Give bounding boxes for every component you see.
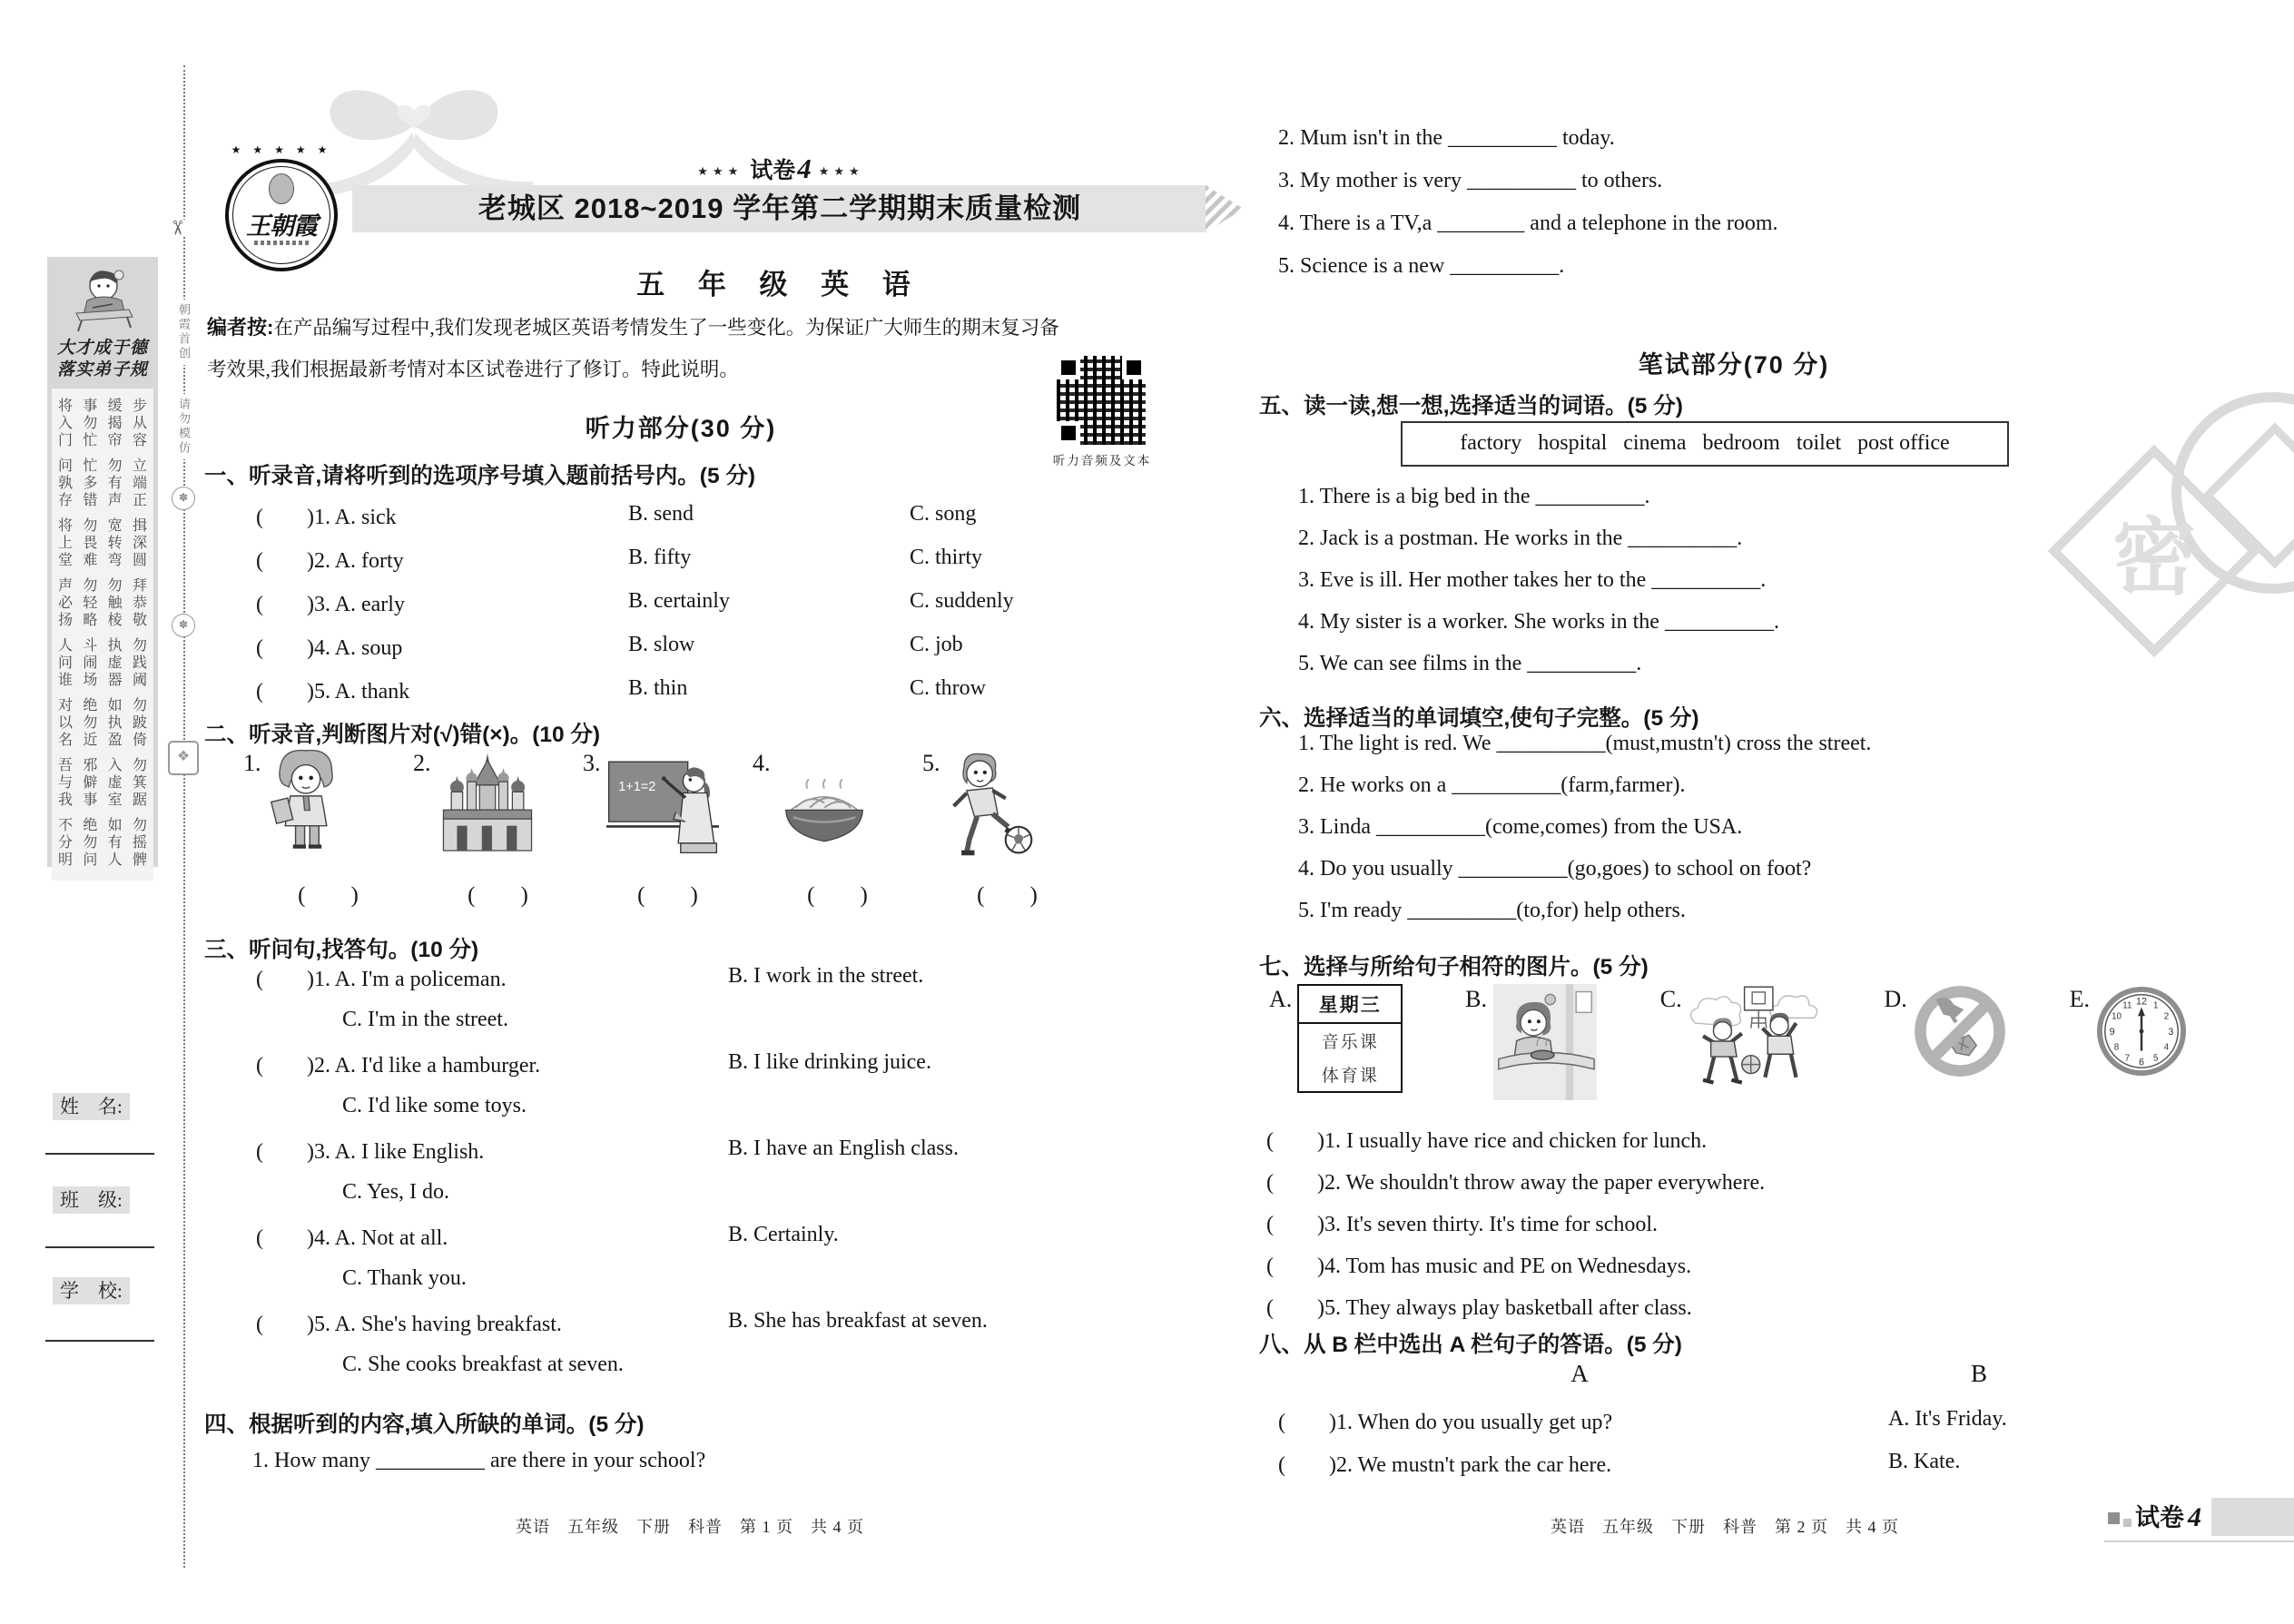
anti-copy-vertical-text-1: 朝霞首创	[174, 300, 193, 365]
verse-phrase: 缓揭帘	[107, 399, 123, 448]
fill-blank-item[interactable]: 5. I'm ready __________(to,for) help others.	[1298, 898, 1686, 922]
option-a[interactable]: ( )5. A. She's having breakfast.	[256, 1313, 562, 1336]
booklet-number: 4	[2188, 1502, 2201, 1532]
logo-ring	[225, 159, 338, 271]
corner-square-dark	[2108, 1512, 2120, 1524]
verse-column-3	[106, 398, 124, 877]
picture-number: 4.	[753, 750, 771, 776]
tag-label: 试卷	[750, 158, 796, 183]
question-item	[256, 1127, 1218, 1214]
tag-number: 4	[797, 153, 812, 184]
option-c[interactable]: C. thirty	[910, 545, 983, 569]
picture-option-c	[1660, 984, 1822, 1098]
verse-phrase: 人问谁	[57, 638, 73, 688]
exam-title: 老城区 2018~2019 学年第二学期期末质量检测	[478, 192, 1082, 224]
svg-text:5: 5	[2152, 1053, 2159, 1064]
logo-fine-print	[254, 241, 309, 245]
option-b[interactable]: B. I work in the street.	[728, 964, 924, 988]
option-b[interactable]: B. slow	[628, 632, 695, 656]
column-b-answer[interactable]: A. It's Friday.	[1888, 1407, 2007, 1431]
option-b[interactable]: B. She has breakfast at seven.	[728, 1309, 988, 1333]
option-b[interactable]: B. send	[628, 501, 694, 526]
option-b[interactable]: B. fifty	[628, 545, 692, 569]
fill-blank-item[interactable]: 2. Mum isn't in the __________ today.	[1278, 126, 1615, 150]
exam-title-band	[352, 185, 1207, 232]
section7-pictures	[1269, 984, 2188, 1100]
verse-phrase: 勿摇髀	[132, 818, 147, 868]
svg-text:12: 12	[2135, 996, 2147, 1008]
section4-items-continued	[1278, 117, 2195, 288]
option-a[interactable]: ( )1. A. sick	[256, 505, 397, 529]
column-a-question[interactable]: ( )2. We mustn't park the car here.	[1278, 1453, 1612, 1477]
student-class-field[interactable]	[45, 1246, 154, 1248]
bracket-question[interactable]: ( )5. They always play basketball after class.	[1266, 1295, 1692, 1320]
section2-pictures	[243, 748, 1092, 910]
student-name-label: 姓 名:	[53, 1092, 130, 1119]
option-b[interactable]: B. Certainly.	[728, 1223, 839, 1246]
verse-phrase: 如执盈	[107, 698, 123, 748]
binding-stamp-icon: ❖	[168, 741, 199, 775]
wednesday-schedule-table-image	[1297, 984, 1403, 1093]
fill-blank-item[interactable]: 1. There is a big bed in the __________.	[1298, 484, 1650, 508]
tag-stars-left: ★★★	[697, 164, 743, 178]
match-row	[1278, 1398, 2195, 1441]
picture-option-a	[1269, 984, 1403, 1093]
picture-label: D.	[1884, 986, 1907, 1012]
sidebar-slogan-line2: 落实弟子规	[56, 360, 148, 379]
option-c[interactable]: C. suddenly	[910, 588, 1014, 613]
fill-blank-item[interactable]: 3. Eve is ill. Her mother takes her to the __________.	[1298, 567, 1767, 592]
svg-text:8: 8	[2113, 1042, 2120, 1053]
logo-stars-icon: ★ ★ ★ ★ ★	[231, 143, 332, 156]
svg-text:2: 2	[2163, 1011, 2170, 1022]
svg-text:1: 1	[2152, 1000, 2159, 1011]
question-item	[256, 1300, 1218, 1386]
fill-blank-item[interactable]: 5. We can see films in the __________.	[1298, 651, 1642, 675]
student-class-label: 班 级:	[53, 1186, 130, 1213]
verse-phrase: 声必扬	[57, 578, 73, 628]
booklet-number-label	[2135, 1498, 2201, 1533]
corner-gray-block	[2211, 1498, 2294, 1536]
section4-title: 四、根据听到的内容,填入所缺的单词。(5 分)	[204, 1412, 645, 1437]
student-name-field[interactable]	[45, 1153, 154, 1155]
flower-mark-icon: ✽	[172, 614, 195, 637]
option-a[interactable]: ( )5. A. thank	[256, 679, 410, 704]
verse-phrase: 勿有声	[107, 458, 123, 508]
sidebar-slogan-line1: 大才成于德	[56, 339, 148, 358]
option-c[interactable]: C. throw	[910, 675, 986, 700]
section8-rows	[1278, 1398, 2195, 1483]
picture-number: 1.	[243, 750, 261, 776]
section2-title: 二、听录音,判断图片对(√)错(×)。(10 分)	[204, 723, 601, 747]
verse-phrase: 邪僻事	[83, 758, 98, 808]
picture-label: E.	[2069, 986, 2090, 1012]
answer-bracket[interactable]: ( )	[977, 883, 1038, 908]
boy-kicking-football-image	[946, 752, 1037, 861]
student-school-label: 学 校:	[53, 1276, 130, 1304]
picture-number: 3.	[583, 750, 601, 776]
picture-item	[243, 748, 413, 910]
verse-phrase: 勿跛倚	[132, 698, 147, 748]
verse-phrase: 绝勿近	[83, 698, 98, 748]
verse-phrase: 勿轻略	[83, 578, 98, 628]
section5-title: 五、读一读,想一想,选择适当的词语。(5 分)	[1259, 394, 1683, 418]
verse-phrase: 执虚器	[107, 638, 123, 688]
fill-blank-item[interactable]: 4. There is a TV,a ________ and a telephone in the room.	[1278, 212, 1778, 235]
corner-square-light	[2123, 1519, 2132, 1527]
section7-title: 七、选择与所给句子相符的图片。(5 分)	[1259, 955, 1649, 979]
answer-bracket[interactable]: ( )	[298, 883, 359, 908]
option-c[interactable]: C. Yes, I do.	[342, 1179, 450, 1204]
column-b-header: B	[1970, 1360, 1987, 1387]
section7-items	[1266, 1117, 2192, 1325]
verse-phrase: 绝勿问	[83, 818, 98, 868]
verse-phrase: 将上堂	[57, 518, 73, 568]
option-c[interactable]: C. song	[910, 501, 977, 526]
editor-note-text: 在产品编写过程中,我们发现老城区英语考情发生了一些变化。为保证广大师生的期末复习备考效果,我们根据最新考情对本区试卷进行了修订。特此说明。	[207, 317, 1059, 380]
svg-text:10: 10	[2112, 1011, 2122, 1022]
option-b[interactable]: B. I like drinking juice.	[728, 1050, 931, 1074]
verse-phrase: 不分明	[57, 818, 73, 868]
page1-footer: 英语 五年级 下册 科普 第 1 页 共 4 页	[516, 1518, 864, 1536]
section3-title: 三、听问句,找答句。(10 分)	[204, 938, 479, 962]
question-row	[256, 492, 1214, 536]
picture-option-d	[1884, 984, 2006, 1078]
verse-phrase: 勿践阈	[132, 638, 147, 688]
bracket-question[interactable]: ( )1. I usually have rice and chicken for lunch.	[1266, 1128, 1708, 1153]
bracket-question[interactable]: ( )3. It's seven thirty. It's time for school.	[1266, 1212, 1659, 1236]
option-a[interactable]: ( )2. A. I'd like a hamburger.	[256, 1054, 541, 1078]
option-b[interactable]: B. I have an English class.	[728, 1137, 959, 1160]
student-school-field[interactable]	[45, 1340, 154, 1342]
teacher-at-blackboard-image	[606, 759, 719, 853]
verse-phrase: 勿触棱	[107, 578, 123, 628]
picture-item	[753, 748, 922, 910]
verse-phrase: 吾与我	[57, 758, 73, 808]
kid-eating-lunch-image	[1492, 984, 1598, 1100]
bracket-question[interactable]: ( )2. We shouldn't throw away the paper everywhere.	[1266, 1170, 1766, 1195]
verse-phrase: 拜恭敬	[132, 578, 147, 628]
clock-image	[2095, 984, 2188, 1077]
option-a[interactable]: ( )4. A. soup	[256, 635, 403, 660]
fill-blank-item[interactable]: 1. How many __________ are there in your school?	[252, 1449, 706, 1472]
exam-subtitle: 五 年 级 英 语	[636, 269, 923, 300]
verse-phrase: 宽转弯	[107, 518, 123, 568]
verse-phrase: 事勿忙	[83, 399, 98, 448]
match-row	[1278, 1441, 2195, 1483]
fill-blank-item[interactable]: 1. The light is red. We __________(must,mustn't) cross the street.	[1298, 731, 1872, 755]
schedule-row: 音乐课	[1321, 1033, 1379, 1052]
verse-phrase: 立端正	[132, 458, 147, 508]
svg-text:3: 3	[2168, 1026, 2174, 1038]
column-a-question[interactable]: ( )1. When do you usually get up?	[1278, 1411, 1613, 1434]
verse-phrase: 步从容	[132, 399, 147, 448]
verse-phrase: 如有人	[107, 818, 123, 868]
listening-part-heading: 听力部分(30 分)	[585, 415, 777, 442]
verse-phrase: 问孰存	[57, 458, 73, 508]
flower-mark-icon: ✽	[172, 487, 195, 510]
picture-label: A.	[1269, 986, 1293, 1012]
picture-item	[583, 748, 753, 910]
schedule-row: 体育课	[1321, 1067, 1379, 1086]
verse-phrase: 勿箕踞	[132, 758, 147, 808]
fill-blank-item[interactable]: 4. Do you usually __________(go,goes) to school on foot?	[1298, 856, 1812, 881]
answer-bracket[interactable]: ( )	[468, 883, 528, 908]
question-item	[256, 1214, 1218, 1300]
picture-item	[413, 748, 583, 910]
fill-blank-item[interactable]: 3. Linda __________(come,comes) from the USA.	[1298, 814, 1743, 839]
secrecy-seal-character: 密	[2112, 511, 2197, 605]
qr-finder	[1057, 356, 1080, 379]
verse-column-1	[56, 398, 74, 877]
written-part-heading: 笔试部分(70 分)	[1638, 351, 1830, 379]
section1-title: 一、听录音,请将听到的选项序号填入题前括号内。(5 分)	[204, 464, 756, 488]
svg-text:11: 11	[2122, 1000, 2132, 1011]
fill-blank-item[interactable]: 5. Science is a new __________.	[1278, 254, 1565, 278]
cathedral-image	[437, 750, 538, 859]
question-row	[256, 666, 1214, 710]
page2-footer: 英语 五年级 下册 科普 第 2 页 共 4 页	[1551, 1518, 1899, 1536]
picture-label: C.	[1659, 986, 1682, 1012]
child-reading-illustration	[69, 262, 136, 333]
option-c[interactable]: C. I'd like some toys.	[342, 1093, 527, 1117]
boy-with-book-image	[267, 748, 345, 857]
picture-option-e	[2070, 984, 2188, 1077]
picture-option-b	[1465, 984, 1598, 1100]
verse-phrase: 斗闹场	[83, 638, 98, 688]
option-c[interactable]: C. job	[910, 632, 963, 656]
qr-caption: 听力音频及文本	[1052, 454, 1152, 468]
question-item	[256, 1041, 1218, 1127]
option-b[interactable]: B. thin	[628, 675, 688, 700]
question-row	[256, 579, 1214, 623]
svg-text:6: 6	[2138, 1057, 2144, 1068]
publisher-logo	[221, 143, 342, 271]
section3-items	[256, 955, 1218, 1386]
section5-items	[1298, 476, 2206, 684]
answer-bracket[interactable]: ( )	[637, 883, 698, 908]
sidebar-motto-panel	[47, 257, 158, 867]
picture-item	[922, 748, 1092, 910]
fill-blank-item[interactable]: 2. He works on a __________(farm,farmer).	[1298, 773, 1686, 797]
option-a[interactable]: ( )3. A. I like English.	[256, 1140, 485, 1164]
verse-phrase: 对以名	[57, 698, 73, 748]
blackboard-text: 1+1=2	[617, 779, 655, 794]
picture-number: 2.	[413, 750, 431, 776]
option-b[interactable]: B. certainly	[628, 588, 730, 613]
svg-text:4: 4	[2163, 1042, 2170, 1053]
fill-blank-item[interactable]: 4. My sister is a worker. She works in the __________.	[1298, 609, 1779, 634]
logo-portrait	[269, 173, 294, 204]
column-a-header: A	[1570, 1360, 1589, 1387]
no-littering-sign-image	[1913, 984, 2007, 1078]
option-a[interactable]: ( )2. A. forty	[256, 548, 404, 573]
band-arrow-decoration	[1206, 185, 1244, 232]
section6-items	[1298, 723, 2206, 931]
question-row	[256, 623, 1214, 666]
schedule-header: 星期三	[1299, 986, 1401, 1024]
svg-text:9: 9	[2109, 1026, 2115, 1038]
verse-phrase: 勿畏难	[83, 518, 98, 568]
verse-phrase: 入虚室	[107, 758, 123, 808]
picture-number: 5.	[922, 750, 940, 776]
picture-label: B.	[1465, 986, 1487, 1012]
cut-dotted-line	[183, 65, 185, 1568]
section6-title: 六、选择适当的单词填空,使句子完整。(5 分)	[1259, 706, 1699, 731]
option-c[interactable]: C. I'm in the street.	[342, 1007, 508, 1031]
bowl-of-noodles-image	[776, 779, 872, 850]
scissors-icon: ✂	[166, 219, 190, 237]
question-item	[256, 955, 1218, 1041]
option-c[interactable]: C. Thank you.	[342, 1265, 467, 1290]
option-a[interactable]: ( )4. A. Not at all.	[256, 1226, 448, 1250]
fill-blank-item[interactable]: 3. My mother is very __________ to others.	[1278, 169, 1663, 192]
bracket-question[interactable]: ( )4. Tom has music and PE on Wednesdays.	[1266, 1254, 1692, 1278]
tag-stars-right: ★★★	[818, 164, 864, 178]
logo-brand-name: 王朝霞	[246, 212, 317, 240]
verse-column-2	[81, 398, 99, 877]
anti-copy-vertical-text-2: 请勿模仿	[174, 394, 193, 459]
option-a[interactable]: ( )3. A. early	[256, 592, 405, 616]
exam-tag	[554, 153, 1008, 185]
answer-bracket[interactable]: ( )	[807, 883, 868, 908]
editor-note-label: 编者按:	[207, 316, 274, 339]
verse-phrase: 揖深圆	[132, 518, 147, 568]
qr-finder	[1122, 356, 1146, 379]
fill-blank-item[interactable]: 2. Jack is a postman. He works in the __________.	[1298, 526, 1743, 550]
corner-rule-line	[2104, 1540, 2294, 1542]
verse-column-4	[131, 398, 149, 877]
option-a[interactable]: ( )1. A. I'm a policeman.	[256, 968, 507, 991]
question-row	[256, 536, 1214, 579]
booklet-label: 试卷	[2135, 1504, 2184, 1531]
verse-phrase: 忙多错	[83, 458, 98, 508]
section1-options	[256, 492, 1214, 710]
dizigui-verse	[52, 389, 153, 881]
verse-phrase: 将入门	[57, 399, 73, 448]
word-bank-box: factory hospital cinema bedroom toilet post office	[1401, 421, 2009, 467]
section8-title: 八、从 B 栏中选出 A 栏句子的答语。(5 分)	[1259, 1333, 1682, 1357]
svg-text:7: 7	[2124, 1053, 2130, 1064]
column-b-answer[interactable]: B. Kate.	[1888, 1450, 1961, 1473]
option-c[interactable]: C. She cooks breakfast at seven.	[342, 1352, 624, 1376]
kids-playing-basketball-image	[1688, 984, 1822, 1098]
editor-note	[207, 307, 1068, 390]
